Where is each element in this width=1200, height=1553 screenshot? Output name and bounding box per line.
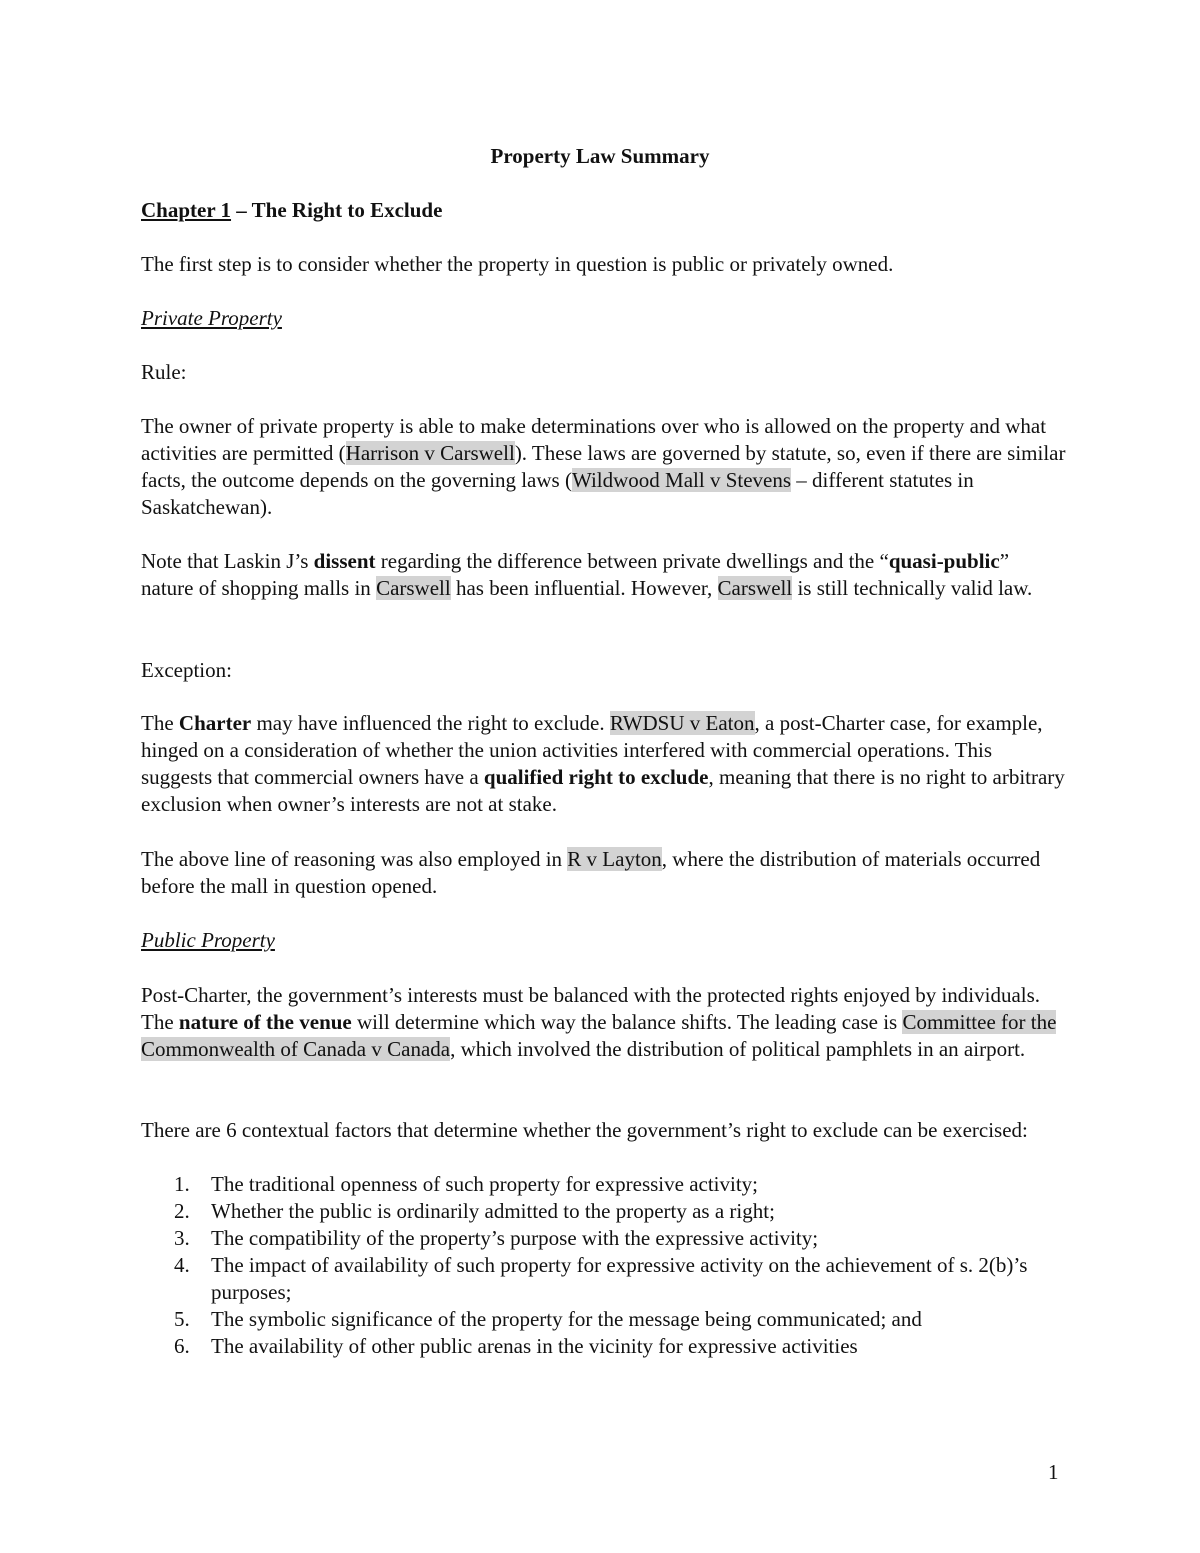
chapter-name: The Right to Exclude bbox=[251, 198, 443, 222]
bold-dissent: dissent bbox=[313, 549, 376, 573]
bold-qualified-right: qualified right to exclude bbox=[483, 765, 709, 789]
laskin-dissent-paragraph bbox=[141, 548, 1066, 602]
layton-paragraph bbox=[141, 846, 1066, 900]
text-run: The bbox=[141, 711, 179, 735]
list-number: 4. bbox=[174, 1253, 190, 1277]
factors-intro-paragraph: There are 6 contextual factors that determine whether the government’s right to exclude can be exercised: bbox=[141, 1118, 1028, 1142]
text-run: , a post-Charter case, for example, hinged on a consideration of whether the union activities interfered with commercial operations. This suggests that commercial owners have a bbox=[141, 711, 1043, 789]
private-property-heading: Private Property bbox=[141, 306, 282, 330]
text-run: Post-Charter, the government’s interests must be balanced with the protected rights enjoyed by individuals. The bbox=[141, 983, 1041, 1034]
charter-paragraph bbox=[141, 710, 1066, 818]
private-rule-paragraph bbox=[141, 413, 1066, 521]
text-run: will determine which way the balance shifts. The leading case is bbox=[351, 1010, 903, 1034]
page-number: 1 bbox=[1048, 1460, 1059, 1484]
list-item bbox=[141, 1306, 1066, 1333]
text-run: The above line of reasoning was also employed in bbox=[141, 847, 568, 871]
text-run: Note that Laskin J’s bbox=[141, 549, 314, 573]
list-number: 6. bbox=[174, 1334, 190, 1358]
rule-label: Rule: bbox=[141, 360, 187, 384]
list-item-text: The compatibility of the property’s purpose with the expressive activity; bbox=[211, 1226, 819, 1250]
list-item-text: The traditional openness of such property for expressive activity; bbox=[211, 1172, 759, 1196]
list-number: 5. bbox=[174, 1307, 190, 1331]
text-run: , which involved the distribution of political pamphlets in an airport. bbox=[450, 1037, 1026, 1061]
list-item bbox=[141, 1225, 1066, 1252]
case-r-v-layton: R v Layton bbox=[567, 847, 662, 871]
chapter-separator: – bbox=[231, 198, 252, 222]
bold-quasi-public: quasi-public bbox=[888, 549, 1000, 573]
public-property-heading: Public Property bbox=[141, 928, 275, 952]
text-run: is still technically valid law. bbox=[792, 576, 1033, 600]
list-item bbox=[141, 1333, 1066, 1360]
case-committee-for-commonwealth: Committee for the Commonwealth of Canada v Canada bbox=[141, 1010, 1057, 1061]
document-title: Property Law Summary bbox=[490, 144, 710, 168]
chapter-heading bbox=[141, 197, 1066, 224]
text-run: , meaning that there is no right to arbitrary exclusion when owner’s interests are not at stake. bbox=[141, 765, 1065, 816]
text-run: The owner of private property is able to make determinations over who is allowed on the property and what activities are permitted ( bbox=[141, 414, 1047, 465]
case-wildwood-mall-v-stevens: Wildwood Mall v Stevens bbox=[571, 468, 792, 492]
bold-charter: Charter bbox=[178, 711, 252, 735]
list-item-text: The availability of other public arenas in the vicinity for expressive activities bbox=[211, 1334, 858, 1358]
text-run: ” nature of shopping malls in bbox=[141, 549, 1010, 600]
list-item-text: Whether the public is ordinarily admitted to the property as a right; bbox=[211, 1199, 775, 1223]
contextual-factors-list bbox=[141, 1171, 1066, 1360]
case-carswell: Carswell bbox=[717, 576, 793, 600]
case-harrison-v-carswell: Harrison v Carswell bbox=[345, 441, 515, 465]
text-run: – different statutes in Saskatchewan). bbox=[141, 468, 974, 519]
chapter-label: Chapter 1 bbox=[141, 198, 232, 222]
text-run: may have influenced the right to exclude. bbox=[251, 711, 610, 735]
intro-paragraph: The first step is to consider whether the property in question is public or privately owned. bbox=[141, 252, 894, 276]
bold-nature-of-venue: nature of the venue bbox=[178, 1010, 352, 1034]
list-number: 1. bbox=[174, 1172, 190, 1196]
list-item-text: The symbolic significance of the property for the message being communicated; and bbox=[211, 1307, 922, 1331]
list-number: 3. bbox=[174, 1226, 190, 1250]
text-run: , where the distribution of materials occurred before the mall in question opened. bbox=[141, 847, 1041, 898]
text-run: has been influential. However, bbox=[450, 576, 718, 600]
post-charter-paragraph bbox=[141, 982, 1066, 1063]
text-run: regarding the difference between private dwellings and the “ bbox=[375, 549, 889, 573]
text-run: ). These laws are governed by statute, so, even if there are similar facts, the outcome depends on the governing laws ( bbox=[141, 441, 1066, 492]
case-rwdsu-v-eaton: RWDSU v Eaton bbox=[609, 711, 755, 735]
list-item-text: The impact of availability of such property for expressive activity on the achievement of s. 2(b)’s purposes; bbox=[211, 1253, 1028, 1304]
list-item bbox=[141, 1171, 1066, 1198]
exception-label: Exception: bbox=[141, 658, 232, 682]
case-carswell: Carswell bbox=[376, 576, 451, 600]
list-item bbox=[141, 1252, 1066, 1306]
list-item bbox=[141, 1198, 1066, 1225]
list-number: 2. bbox=[174, 1199, 190, 1223]
